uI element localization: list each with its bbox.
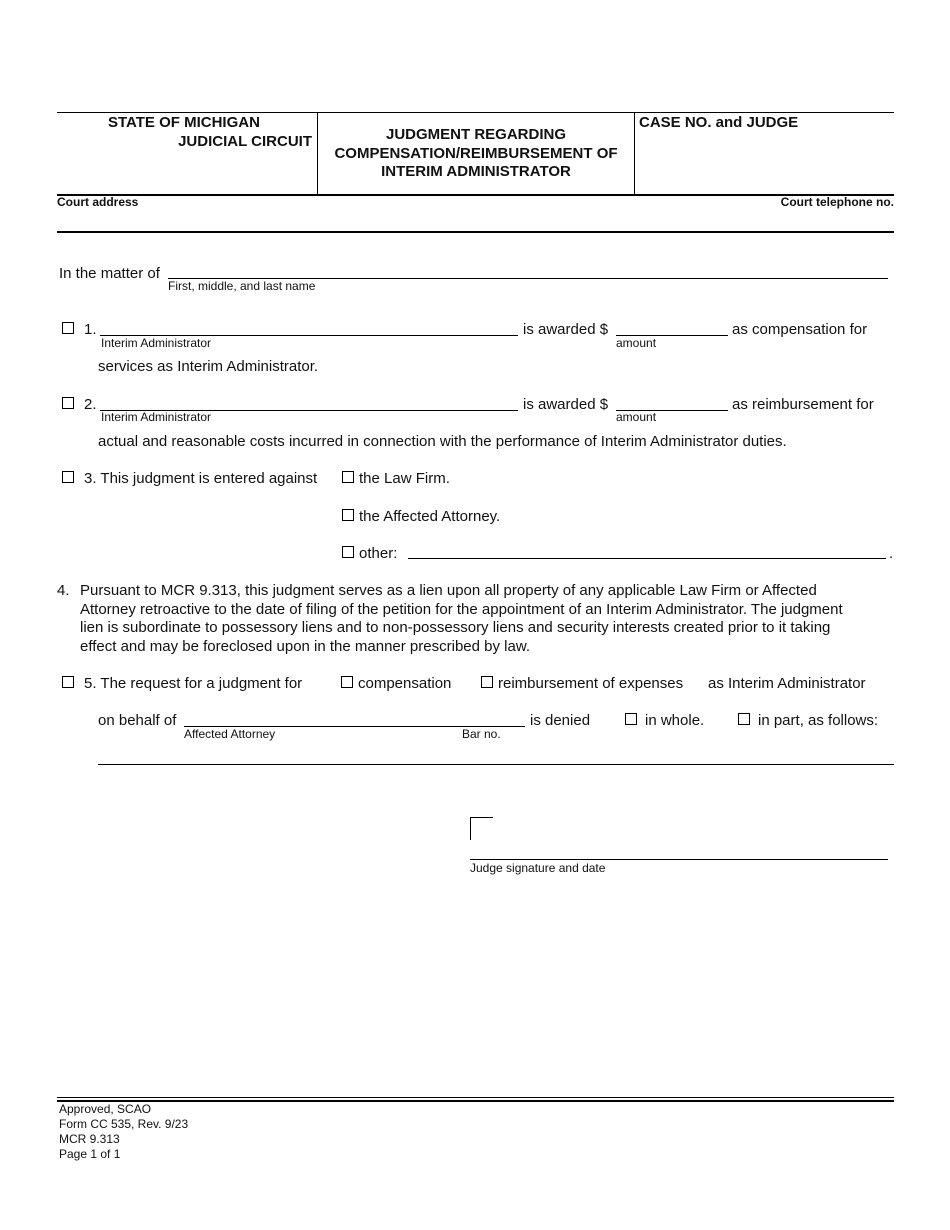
item3-law-firm-label: the Law Firm. [359, 470, 450, 487]
item5-attorney-caption: Affected Attorney [184, 727, 276, 741]
item3-checkbox[interactable] [62, 471, 74, 483]
item5-denied-text: is denied [530, 712, 591, 729]
item1-amount-caption: amount [616, 336, 657, 350]
item5-bar-caption: Bar no. [462, 727, 501, 741]
judge-signature-caption: Judge signature and date [470, 861, 606, 875]
item1-admin-caption: Interim Administrator [101, 336, 212, 350]
state-label: STATE OF MICHIGAN [108, 114, 260, 131]
item2-amount-caption: amount [616, 410, 657, 424]
footer-rule-top [57, 1097, 894, 1098]
footer-page: Page 1 of 1 [59, 1147, 121, 1161]
item1-purpose-text: as compensation for [732, 321, 868, 338]
item5-text: 5. The request for a judgment for [84, 675, 303, 692]
address-field-rule [57, 231, 894, 233]
item3-other-label: other: [359, 545, 398, 562]
header-top-rule [57, 112, 894, 113]
item4-line2: Attorney retroactive to the date of filing of the petition for the appointment of an Interim Administrator. The judgment [80, 600, 843, 618]
item3-other-field[interactable] [408, 558, 886, 559]
item2-checkbox[interactable] [62, 397, 74, 409]
item2-admin-caption: Interim Administrator [101, 410, 212, 424]
item5-compensation-checkbox[interactable] [341, 676, 353, 688]
matter-name-caption: First, middle, and last name [168, 279, 316, 293]
item3-other-checkbox[interactable] [342, 546, 354, 558]
item1-number: 1. [84, 321, 97, 338]
item4-line1: Pursuant to MCR 9.313, this judgment serves as a lien upon all property of any applicable Law Firm or Affected [80, 582, 817, 599]
court-phone-label: Court telephone no. [780, 195, 894, 209]
court-address-label: Court address [57, 195, 139, 209]
item2-purpose-text: as reimbursement for [732, 396, 874, 413]
item2-awarded-text: is awarded $ [523, 396, 609, 413]
footer-approved: Approved, SCAO [59, 1102, 152, 1116]
item5-compensation-label: compensation [358, 675, 452, 692]
item5-as-admin-text: as Interim Administrator [708, 675, 866, 692]
item3-period: . [889, 545, 894, 562]
form-title-line1: JUDGMENT REGARDING [385, 126, 566, 143]
footer-form-number: Form CC 535, Rev. 9/23 [59, 1117, 189, 1131]
item5-checkbox[interactable] [62, 676, 74, 688]
item3-attorney-checkbox[interactable] [342, 509, 354, 521]
matter-label: In the matter of [59, 265, 160, 282]
item3-text: 3. This judgment is entered against [84, 470, 318, 487]
item1-continuation: services as Interim Administrator. [98, 358, 319, 375]
item5-part-checkbox[interactable] [738, 713, 750, 725]
footer-rule-bottom [57, 1100, 894, 1102]
signature-corner-mark [470, 817, 493, 840]
item5-reimbursement-label: reimbursement of expenses [498, 675, 684, 692]
footer-rule-ref: MCR 9.313 [59, 1132, 120, 1146]
judge-signature-field[interactable] [470, 859, 888, 860]
item5-part-label: in part, as follows: [758, 712, 879, 729]
item4-number: 4. [57, 582, 70, 599]
item4-line4: effect and may be foreclosed upon in the manner prescribed by law. [80, 637, 530, 655]
item2-continuation: actual and reasonable costs incurred in connection with the performance of Interim Administrator duties. [98, 433, 787, 450]
item2-number: 2. [84, 396, 97, 413]
item3-attorney-label: the Affected Attorney. [359, 508, 501, 525]
case-no-label: CASE NO. and JUDGE [639, 114, 799, 131]
header-divider-right [634, 112, 635, 194]
item5-on-behalf-text: on behalf of [98, 712, 177, 729]
form-title-line3: INTERIM ADMINISTRATOR [381, 163, 571, 180]
item1-checkbox[interactable] [62, 322, 74, 334]
form-title-line2: COMPENSATION/REIMBURSEMENT OF [334, 145, 618, 162]
item5-explanation-field[interactable] [98, 764, 894, 765]
item1-awarded-text: is awarded $ [523, 321, 609, 338]
circuit-label: JUDICIAL CIRCUIT [178, 133, 312, 150]
item3-law-firm-checkbox[interactable] [342, 471, 354, 483]
item5-whole-label: in whole. [645, 712, 705, 729]
item4-line3: lien is subordinate to possessory liens and to non-possessory liens and security interests created prior to it taking [80, 619, 831, 636]
item5-whole-checkbox[interactable] [625, 713, 637, 725]
item5-reimbursement-checkbox[interactable] [481, 676, 493, 688]
